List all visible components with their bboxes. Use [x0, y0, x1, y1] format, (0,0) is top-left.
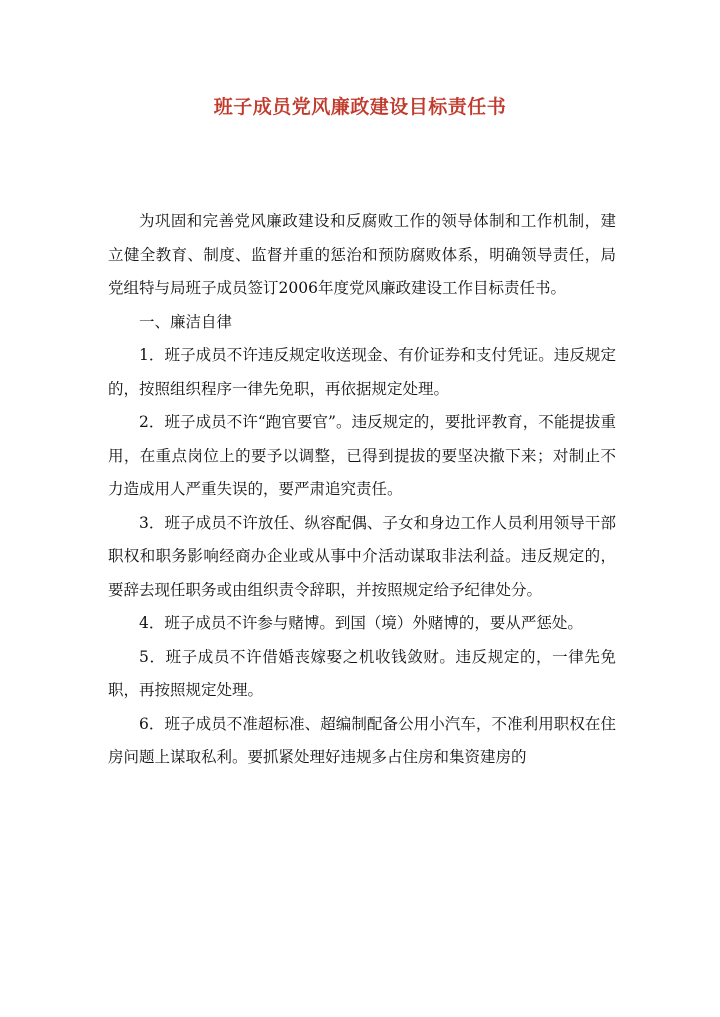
item-paragraph-5: 5．班子成员不许借婚丧嫁娶之机收钱敛财。违反规定的，一律先免职，再按照规定处理。	[108, 647, 616, 699]
document-title: 班子成员党风廉政建设目标责任书	[213, 96, 507, 118]
item-paragraph-6: 6．班子成员不准超标准、超编制配备公用小汽车，不准利用职权在住房问题上谋取私利。要抓紧处理好违规多占住房和集资建房的	[108, 714, 616, 766]
item-paragraph-4: 4．班子成员不许参与赌博。到国（境）外赌博的，要从严惩处。	[139, 614, 583, 632]
item-paragraph-3: 3．班子成员不许放任、纵容配偶、子女和身边工作人员利用领导干部职权和职务影响经商办企业或从事中介活动谋取非法利益。违反规定的，要辞去现任职务或由组织责令辞职，并按照规定给予纪律处分。	[108, 513, 616, 599]
section-heading: 一、廉洁自律	[139, 312, 233, 331]
document-body	[108, 205, 616, 775]
intro-paragraph: 为巩固和完善党风廉政建设和反腐败工作的领导体制和工作机制，建立健全教育、制度、监督并重的惩治和预防腐败体系，明确领导责任，局党组特与局班子成员签订2006年度党风廉政建设工作目标责任书。	[108, 212, 616, 297]
item-paragraph-1: 1．班子成员不许违反规定收送现金、有价证券和支付凭证。违反规定的，按照组织程序一律先免职，再依据规定处理。	[108, 346, 616, 398]
item-paragraph-2: 2．班子成员不许“跑官要官”。违反规定的，要批评教育，不能提拔重用，在重点岗位上的要予以调整，已得到提拔的要坚决撤下来；对制止不力造成用人严重失误的，要严肃追究责任。	[108, 413, 616, 498]
